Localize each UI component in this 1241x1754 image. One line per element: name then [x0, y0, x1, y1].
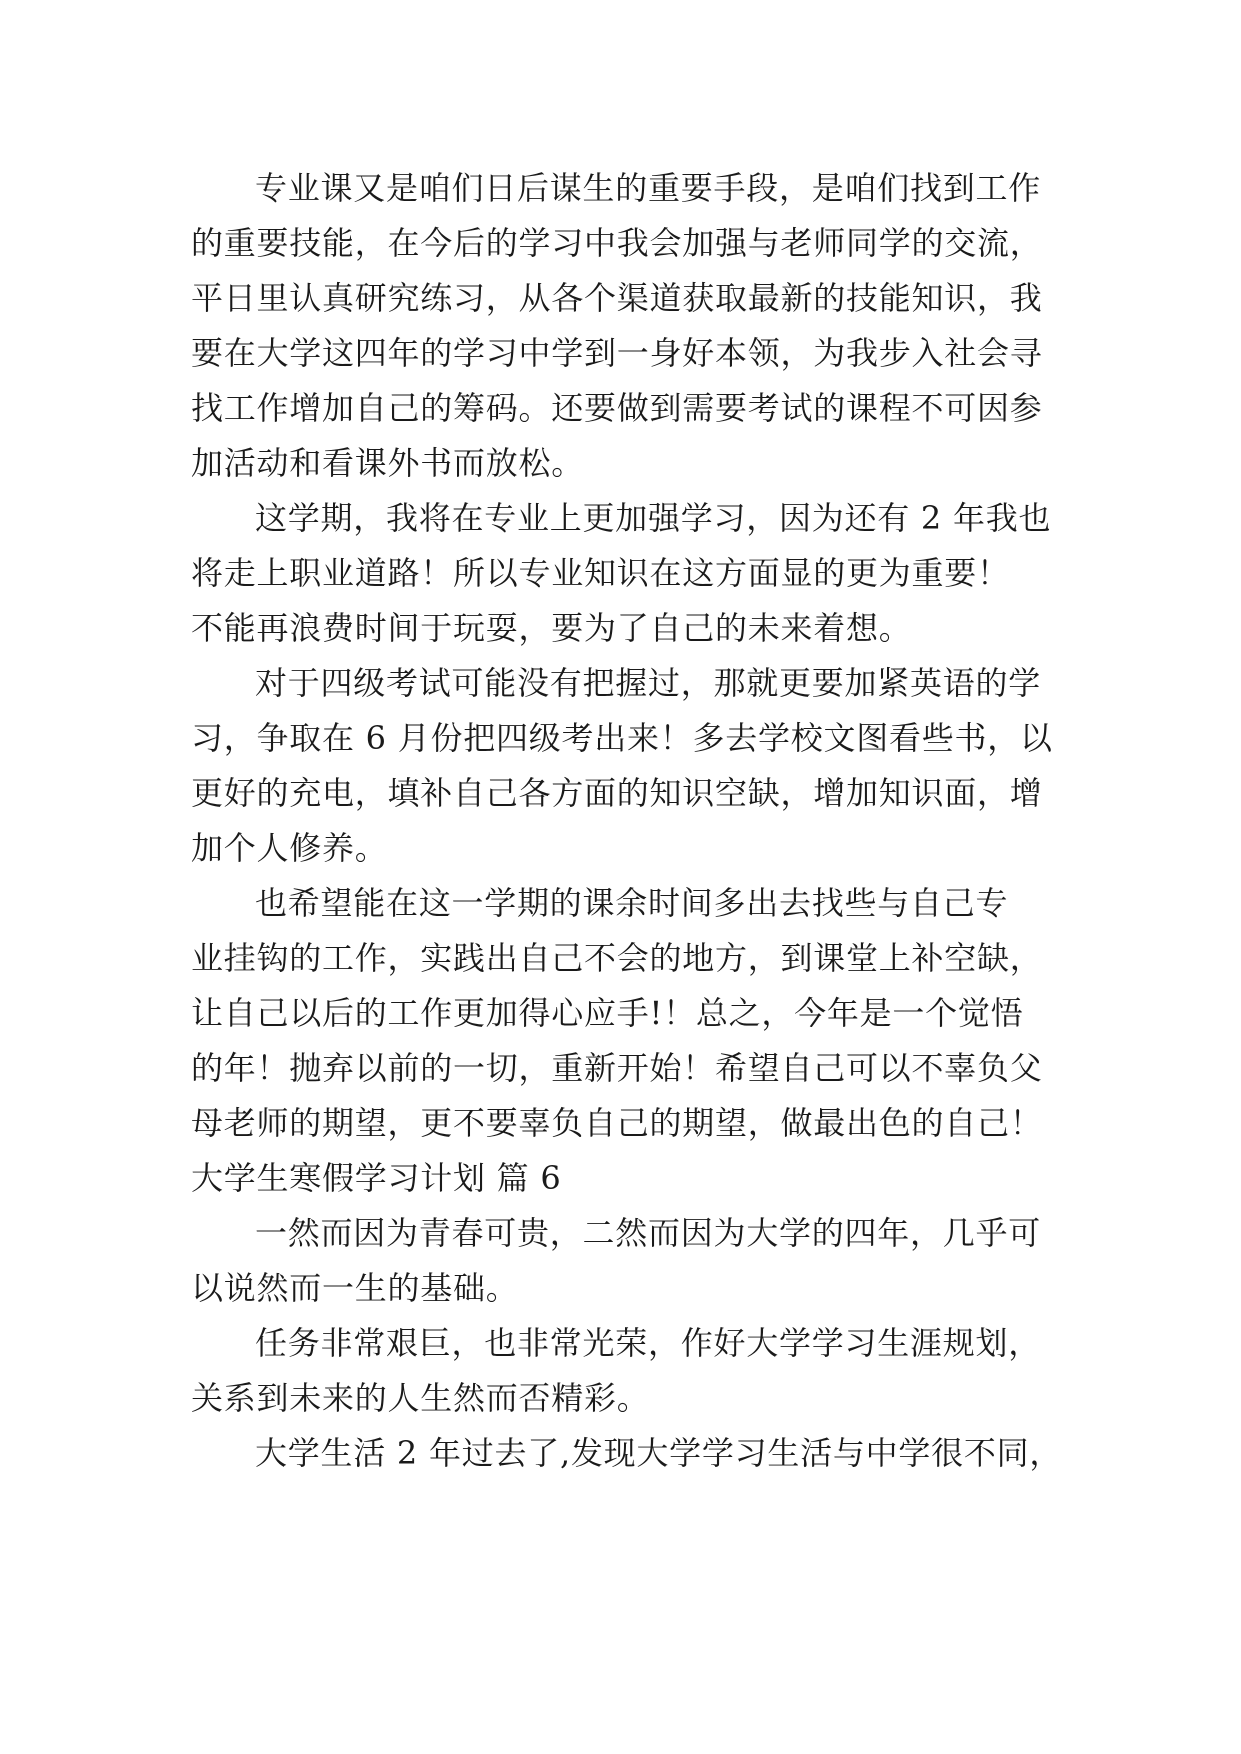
text-line: 一然而因为青春可贵，二然而因为大学的四年，几乎可 — [255, 1214, 1042, 1252]
text-line: 关系到未来的人生然而否精彩。 — [191, 1379, 650, 1417]
text-line: 平日里认真研究练习，从各个渠道获取最新的技能知识，我 — [191, 279, 1043, 317]
text-line: 任务非常艰巨，也非常光荣，作好大学学习生涯规划， — [255, 1324, 1042, 1362]
text-line: 专业课又是咱们日后谋生的重要手段，是咱们找到工作 — [255, 169, 1042, 207]
text-line: 习，争取在 6 月份把四级考出来！多去学校文图看些书，以 — [191, 719, 1053, 757]
text-line: 更好的充电，填补自己各方面的知识空缺，增加知识面，增 — [191, 774, 1043, 812]
text-line: 对于四级考试可能没有把握过，那就更要加紧英语的学 — [255, 664, 1042, 702]
text-line: 要在大学这四年的学习中学到一身好本领，为我步入社会寻 — [191, 334, 1043, 372]
text-line: 将走上职业道路！所以专业知识在这方面显的更为重要！ — [191, 554, 1010, 592]
text-line: 以说然而一生的基础。 — [191, 1269, 519, 1307]
text-line: 加活动和看课外书而放松。 — [191, 444, 585, 482]
text-line: 的重要技能，在今后的学习中我会加强与老师同学的交流， — [191, 224, 1043, 262]
text-line: 大学生活 2 年过去了,发现大学学习生活与中学很不同， — [255, 1434, 1063, 1472]
text-line: 这学期，我将在专业上更加强学习，因为还有 2 年我也 — [255, 499, 1052, 537]
text-line: 不能再浪费时间于玩耍，要为了自己的未来着想。 — [191, 609, 912, 647]
text-line: 也希望能在这一学期的课余时间多出去找些与自己专 — [255, 884, 1009, 922]
text-line: 加个人修养。 — [191, 829, 388, 867]
text-line: 找工作增加自己的筹码。还要做到需要考试的课程不可因参 — [191, 389, 1043, 427]
text-line: 的年！抛弃以前的一切，重新开始！希望自己可以不辜负父 — [191, 1049, 1043, 1087]
text-line: 业挂钩的工作，实践出自己不会的地方，到课堂上补空缺， — [191, 939, 1043, 977]
section-heading: 大学生寒假学习计划 篇 6 — [191, 1159, 562, 1197]
text-line: 母老师的期望，更不要辜负自己的期望，做最出色的自己！ — [191, 1104, 1043, 1142]
text-line: 让自己以后的工作更加得心应手!！总之，今年是一个觉悟 — [191, 994, 1024, 1032]
